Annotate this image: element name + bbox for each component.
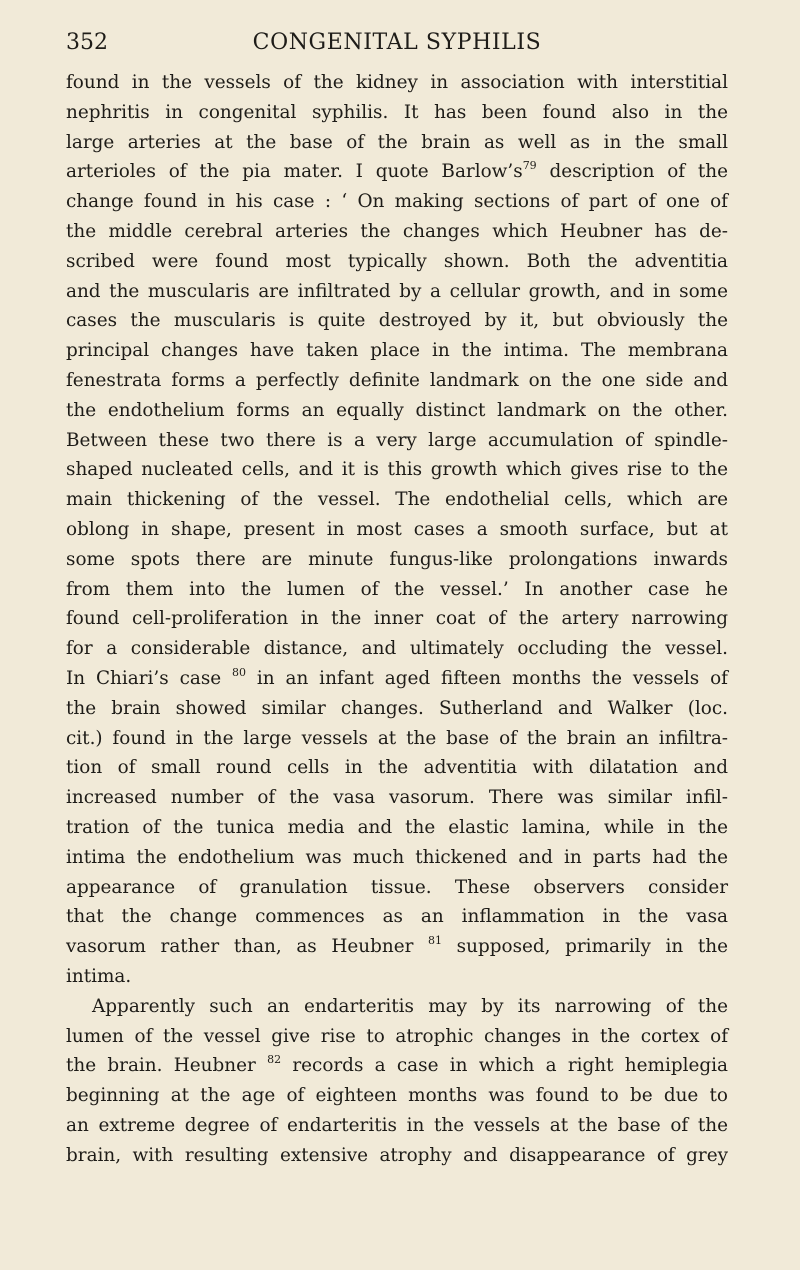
text-line: shaped nucleated cells, and it is this growth which gives rise to the: [66, 459, 728, 481]
footnote-ref-81: 81: [428, 934, 443, 948]
text-line: the brain showed similar changes. Sutherland and Walker (loc.: [66, 697, 728, 719]
text-line: nephritis in congenital syphilis. It has been found also in the: [66, 101, 728, 123]
text-line: tration of the tunica media and the elastic lamina, while in the: [66, 816, 728, 838]
page-number: 352: [66, 30, 108, 55]
text-line: main thickening of the vessel. The endothelial cells, which are: [66, 489, 728, 511]
text-line: the endothelium forms an equally distinct landmark on the other.: [66, 399, 728, 421]
text-line: In Chiari’s case $^{80}$ in an infant aged fifteen months the vessels of: [66, 665, 728, 689]
text-line: some spots there are minute fungus-like prolongations inwards: [66, 548, 728, 570]
text-line: from them into the lumen of the vessel.’ In another case he: [66, 578, 728, 600]
text-line: vasorum rather than, as Heubner $^{81}$ supposed, primarily in the: [66, 934, 728, 958]
running-title: CONGENITAL SYPHILIS: [252, 30, 542, 55]
text-line: beginning at the age of eighteen months was found to be due to: [66, 1085, 728, 1107]
text-line: intima.: [66, 965, 132, 987]
paragraph-first-line: Apparently such an endarteritis may by its narrowing of the: [92, 995, 728, 1017]
text-line: increased number of the vasa vasorum. There was similar infil-: [66, 787, 728, 809]
text-line: Between these two there is a very large accumulation of spindle-: [66, 429, 728, 451]
page-header: [66, 30, 728, 64]
text-line: scribed were found most typically shown. Both the adventitia: [66, 250, 728, 272]
text-line: arterioles of the pia mater. I quote Barlow’s$^{79}$ description of the: [66, 159, 728, 183]
text-line: the middle cerebral arteries the changes which Heubner has de-: [66, 220, 728, 242]
text-line: principal changes have taken place in the intima. The membrana: [66, 340, 728, 362]
text-line: found in the vessels of the kidney in association with interstitial: [66, 72, 728, 93]
footnote-ref-82: 82: [267, 1053, 282, 1067]
text-line: fenestrata forms a perfectly definite landmark on the one side and: [66, 369, 728, 391]
text-line: and the muscularis are infiltrated by a cellular growth, and in some: [66, 280, 728, 302]
text-line: oblong in shape, present in most cases a smooth surface, but at: [66, 518, 728, 540]
text-line: appearance of granulation tissue. These observers consider: [66, 876, 728, 898]
text-line: found cell-proliferation in the inner coat of the artery narrowing: [66, 608, 728, 630]
text-line: cit.) found in the large vessels at the base of the brain an infiltra-: [66, 727, 728, 749]
footnote-ref-79: 79: [522, 159, 537, 173]
text-line: that the change commences as an inflammation in the vasa: [66, 906, 728, 928]
text-line: large arteries at the base of the brain as well as in the small: [66, 131, 728, 153]
text-line: an extreme degree of endarteritis in the vessels at the base of the: [66, 1114, 728, 1136]
text-line: lumen of the vessel give rise to atrophic changes in the cortex of: [66, 1025, 728, 1047]
body-text: [66, 68, 728, 1170]
text-line: cases the muscularis is quite destroyed by it, but obviously the: [66, 310, 728, 332]
text-line: change found in his case : ‘ On making sections of part of one of: [66, 191, 728, 213]
text-line: the brain. Heubner $^{82}$ records a case in which a right hemiplegia: [66, 1053, 728, 1077]
text-line: tion of small round cells in the adventitia with dilatation and: [66, 757, 728, 779]
text-line: brain, with resulting extensive atrophy and disappearance of grey: [66, 1144, 728, 1166]
text-line: intima the endothelium was much thickened and in parts had the: [66, 846, 728, 868]
footnote-ref-80: 80: [232, 665, 247, 679]
text-line: for a considerable distance, and ultimately occluding the vessel.: [66, 638, 728, 660]
